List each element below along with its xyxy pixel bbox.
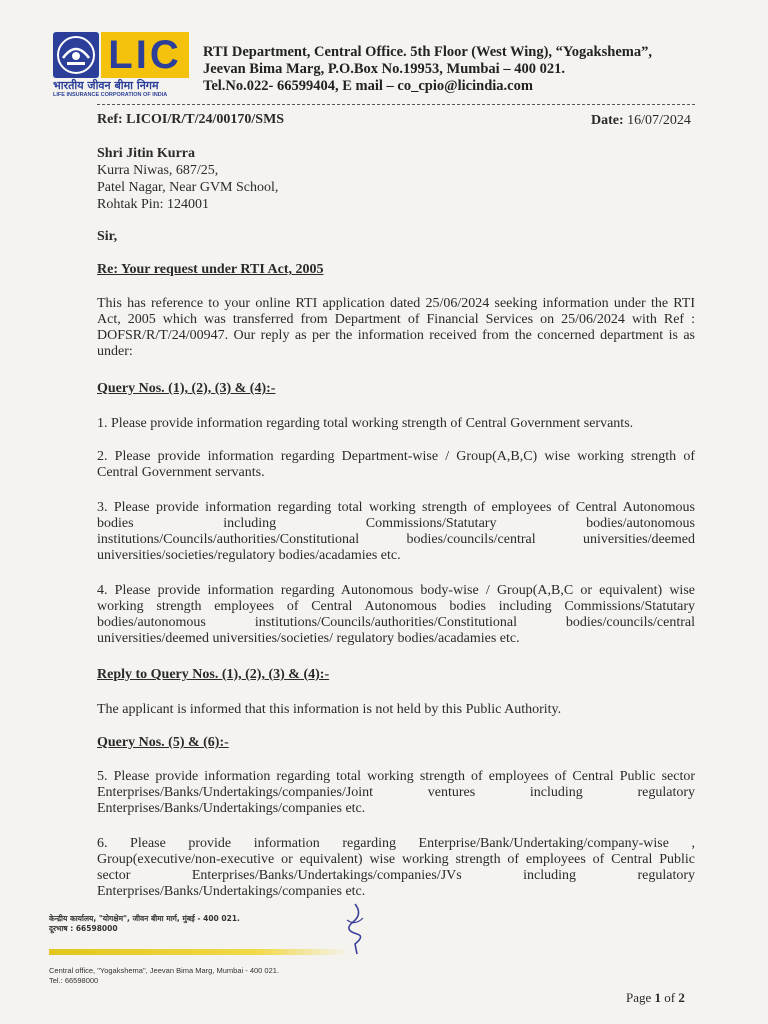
reply-1-4: The applicant is informed that this information is not held by this Public Authority. <box>97 702 562 717</box>
letterhead-address <box>203 44 703 95</box>
footer-hindi-address: केन्द्रीय कार्यालय, "योगक्षेम", जीवन बीमा मार्ग, मुंबई - 400 021. दूरभाष : 66598000 <box>49 914 240 933</box>
reference-number: Ref: LICOI/R/T/24/00170/SMS <box>97 112 285 127</box>
query-3: 3. Please provide information regarding total working strength of employees of Central Autonomous bodies including Commissions/Statutary bodies/autonomous institutions/Councils/authorities/Constitutional bodies/councils/central universities/deemed universities/societies/regulatory bodies/acadamies etc. <box>97 500 695 563</box>
query-1: 1. Please provide information regarding total working strength of Central Government servants. <box>97 416 634 431</box>
recipient-address <box>97 145 278 213</box>
address-line-3: Tel.No.022- 66599404, E mail – co_cpio@licindia.com <box>203 78 533 94</box>
date-label: Date: <box>591 113 624 128</box>
recipient-line-1: Kurra Niwas, 687/25, <box>97 163 219 178</box>
reply-1-4-heading: Reply to Query Nos. (1), (2), (3) & (4):- <box>97 667 330 682</box>
date-value: 16/07/2024 <box>627 113 691 128</box>
lic-emblem-icon <box>53 32 99 78</box>
query-5-6-heading: Query Nos. (5) & (6):- <box>97 735 229 750</box>
page-number: Page 1 of 2 <box>626 990 685 1005</box>
lic-english-name: LIFE INSURANCE CORPORATION OF INDIA <box>53 92 168 98</box>
intro-paragraph: This has reference to your online RTI application dated 25/06/2024 seeking information under the RTI Act, 2005 which was transferred from Department of Financial Services on 25/06/2024 with Ref : DOFSR/R/T/24/00947. Our reply as per the information received from the concerned department is as under: <box>97 296 695 359</box>
query-2: 2. Please provide information regarding Department-wise / Group(A,B,C) wise working strength of Central Government servants. <box>97 449 695 480</box>
subject-line: Re: Your request under RTI Act, 2005 <box>97 262 324 277</box>
letter-date <box>591 113 691 129</box>
header-divider <box>97 104 695 105</box>
lic-hindi-name: भारतीय जीवन बीमा निगम <box>53 79 159 92</box>
query-4: 4. Please provide information regarding Autonomous body-wise / Group(A,B,C or equivalent) wise working strength employees of Central Autonomous bodies including Commissions/Statutary bodies/autonomous institutions/Councils/authorities/Constitutional bodies/councils/central universities/deemed universities/societies/ regulatory bodies/acadamies etc. <box>97 583 695 646</box>
recipient-name: Shri Jitin Kurra <box>97 146 196 161</box>
query-1-4-heading: Query Nos. (1), (2), (3) & (4):- <box>97 381 276 396</box>
lic-logo-text: LIC <box>101 32 189 78</box>
recipient-line-3: Rohtak Pin: 124001 <box>97 197 210 212</box>
address-line-2: Jeevan Bima Marg, P.O.Box No.19953, Mumbai – 400 021. <box>203 61 565 77</box>
address-line-1: RTI Department, Central Office. 5th Floor (West Wing), “Yogakshema”, <box>203 44 652 60</box>
recipient-line-2: Patel Nagar, Near GVM School, <box>97 180 279 195</box>
signature-icon <box>335 900 375 956</box>
footer-english-address: Central office, "Yogakshema", Jeevan Bima Marg, Mumbai - 400 021. Tel.: 66598000 <box>49 966 280 985</box>
footer-yellow-rule <box>49 949 349 955</box>
salutation: Sir, <box>97 229 118 244</box>
query-6: 6. Please provide information regarding Enterprise/Bank/Undertaking/company-wise , Group(executive/non-executive or equivalent) wise working strength of employees of Central Public sector Enterprises/Banks/Undertakings/companies/JVs including regulatory Enterprises/Banks/Undertakings/companies etc. <box>97 836 695 899</box>
query-5: 5. Please provide information regarding total working strength of employees of Central Public sector Enterprises/Banks/Undertakings/companies/Joint ventures including regulatory Enterprises/Banks/Undertakings/companies etc. <box>97 769 695 816</box>
